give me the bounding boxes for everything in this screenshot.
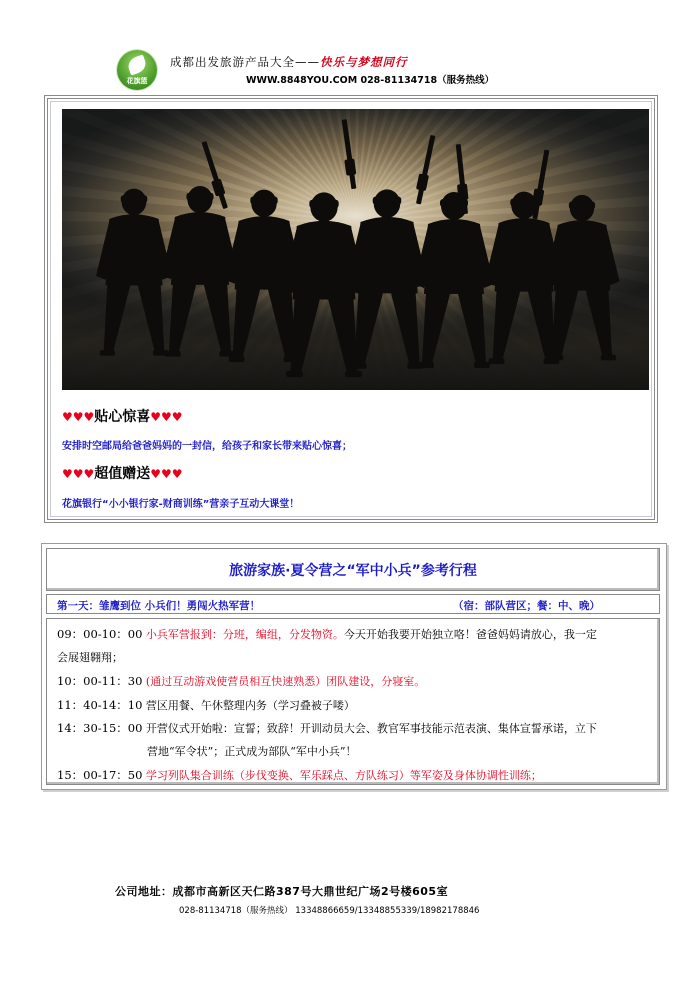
header-title: 成都出发旅游产品大全——: [170, 55, 320, 69]
list-item: 11：40-14：10 营区用餐、午休整理内务（学习叠被子喽）: [57, 698, 355, 712]
logo-text: 花旗篮: [126, 77, 148, 85]
gifts-box: [44, 95, 658, 523]
header-contact: WWW.8848YOU.COM 028-81134718（服务热线）: [246, 75, 495, 86]
day1-label: 第一天：雏鹰到位 小兵们！勇闯火热军营！: [57, 600, 261, 612]
list-item-cont: 营地“军令状”；正式成为部队“军中小兵”！: [147, 745, 357, 758]
heart-icon: ♥♥♥: [62, 467, 95, 481]
company-logo: [117, 50, 157, 90]
itinerary-body: [46, 618, 660, 785]
list-item-cont: 会展翅翱翔；: [57, 651, 123, 664]
heart-icon: ♥♥♥: [150, 410, 183, 424]
itinerary-title: 旅游家族·夏令营之“军中小兵”参考行程: [46, 548, 660, 591]
surprise-text: 安排时空邮局给爸爸妈妈的一封信，给孩子和家长带来贴心惊喜；: [62, 441, 352, 452]
soldier-silhouettes: [62, 109, 649, 390]
surprise-title: 贴心惊喜: [94, 409, 151, 425]
heart-icon: ♥♥♥: [150, 467, 183, 481]
company-address: 公司地址：成都市高新区天仁路387号大鼎世纪广场2号楼605室: [115, 885, 449, 898]
bonus-heading: [62, 463, 183, 483]
header-slogan: 快乐与梦想同行: [320, 55, 408, 69]
itinerary-box: [41, 543, 667, 790]
day1-bar: [46, 594, 660, 614]
list-item: 10：00-11：30 (通过互动游戏使营员相互快速熟悉）团队建设，分寝室。: [57, 674, 426, 688]
bonus-text: 花旗银行“小小银行家-财商训练”营亲子互动大课堂！: [62, 499, 300, 510]
list-item: 14：30-15：00 开营仪式开始啦：宣誓；致辞！开训动员大会、教官军事技能示范表演、集体宣誓承诺，立下: [57, 721, 597, 735]
list-item: 15：00-17：50 学习列队集合训练（步伐变换、军乐踩点、方队练习）等军姿及身体协调性训练；: [57, 768, 542, 782]
list-item: 09：00-10：00 小兵军营报到：分班，编组，分发物资。今天开始我要开始独立咯！爸爸妈妈请放心，我一定: [57, 627, 597, 641]
surprise-heading: [62, 406, 183, 426]
day1-stay: （宿：部队营区；餐：中、晚）: [453, 600, 600, 612]
header-title-line: [170, 54, 408, 70]
company-phones: 028-81134718（服务热线） 13348866659/13348855339/18982178846: [179, 906, 480, 916]
bonus-title: 超值赠送: [94, 466, 151, 482]
leaf-icon: [126, 54, 148, 75]
heart-icon: ♥♥♥: [62, 410, 95, 424]
hero-image-soldiers: [62, 109, 649, 390]
